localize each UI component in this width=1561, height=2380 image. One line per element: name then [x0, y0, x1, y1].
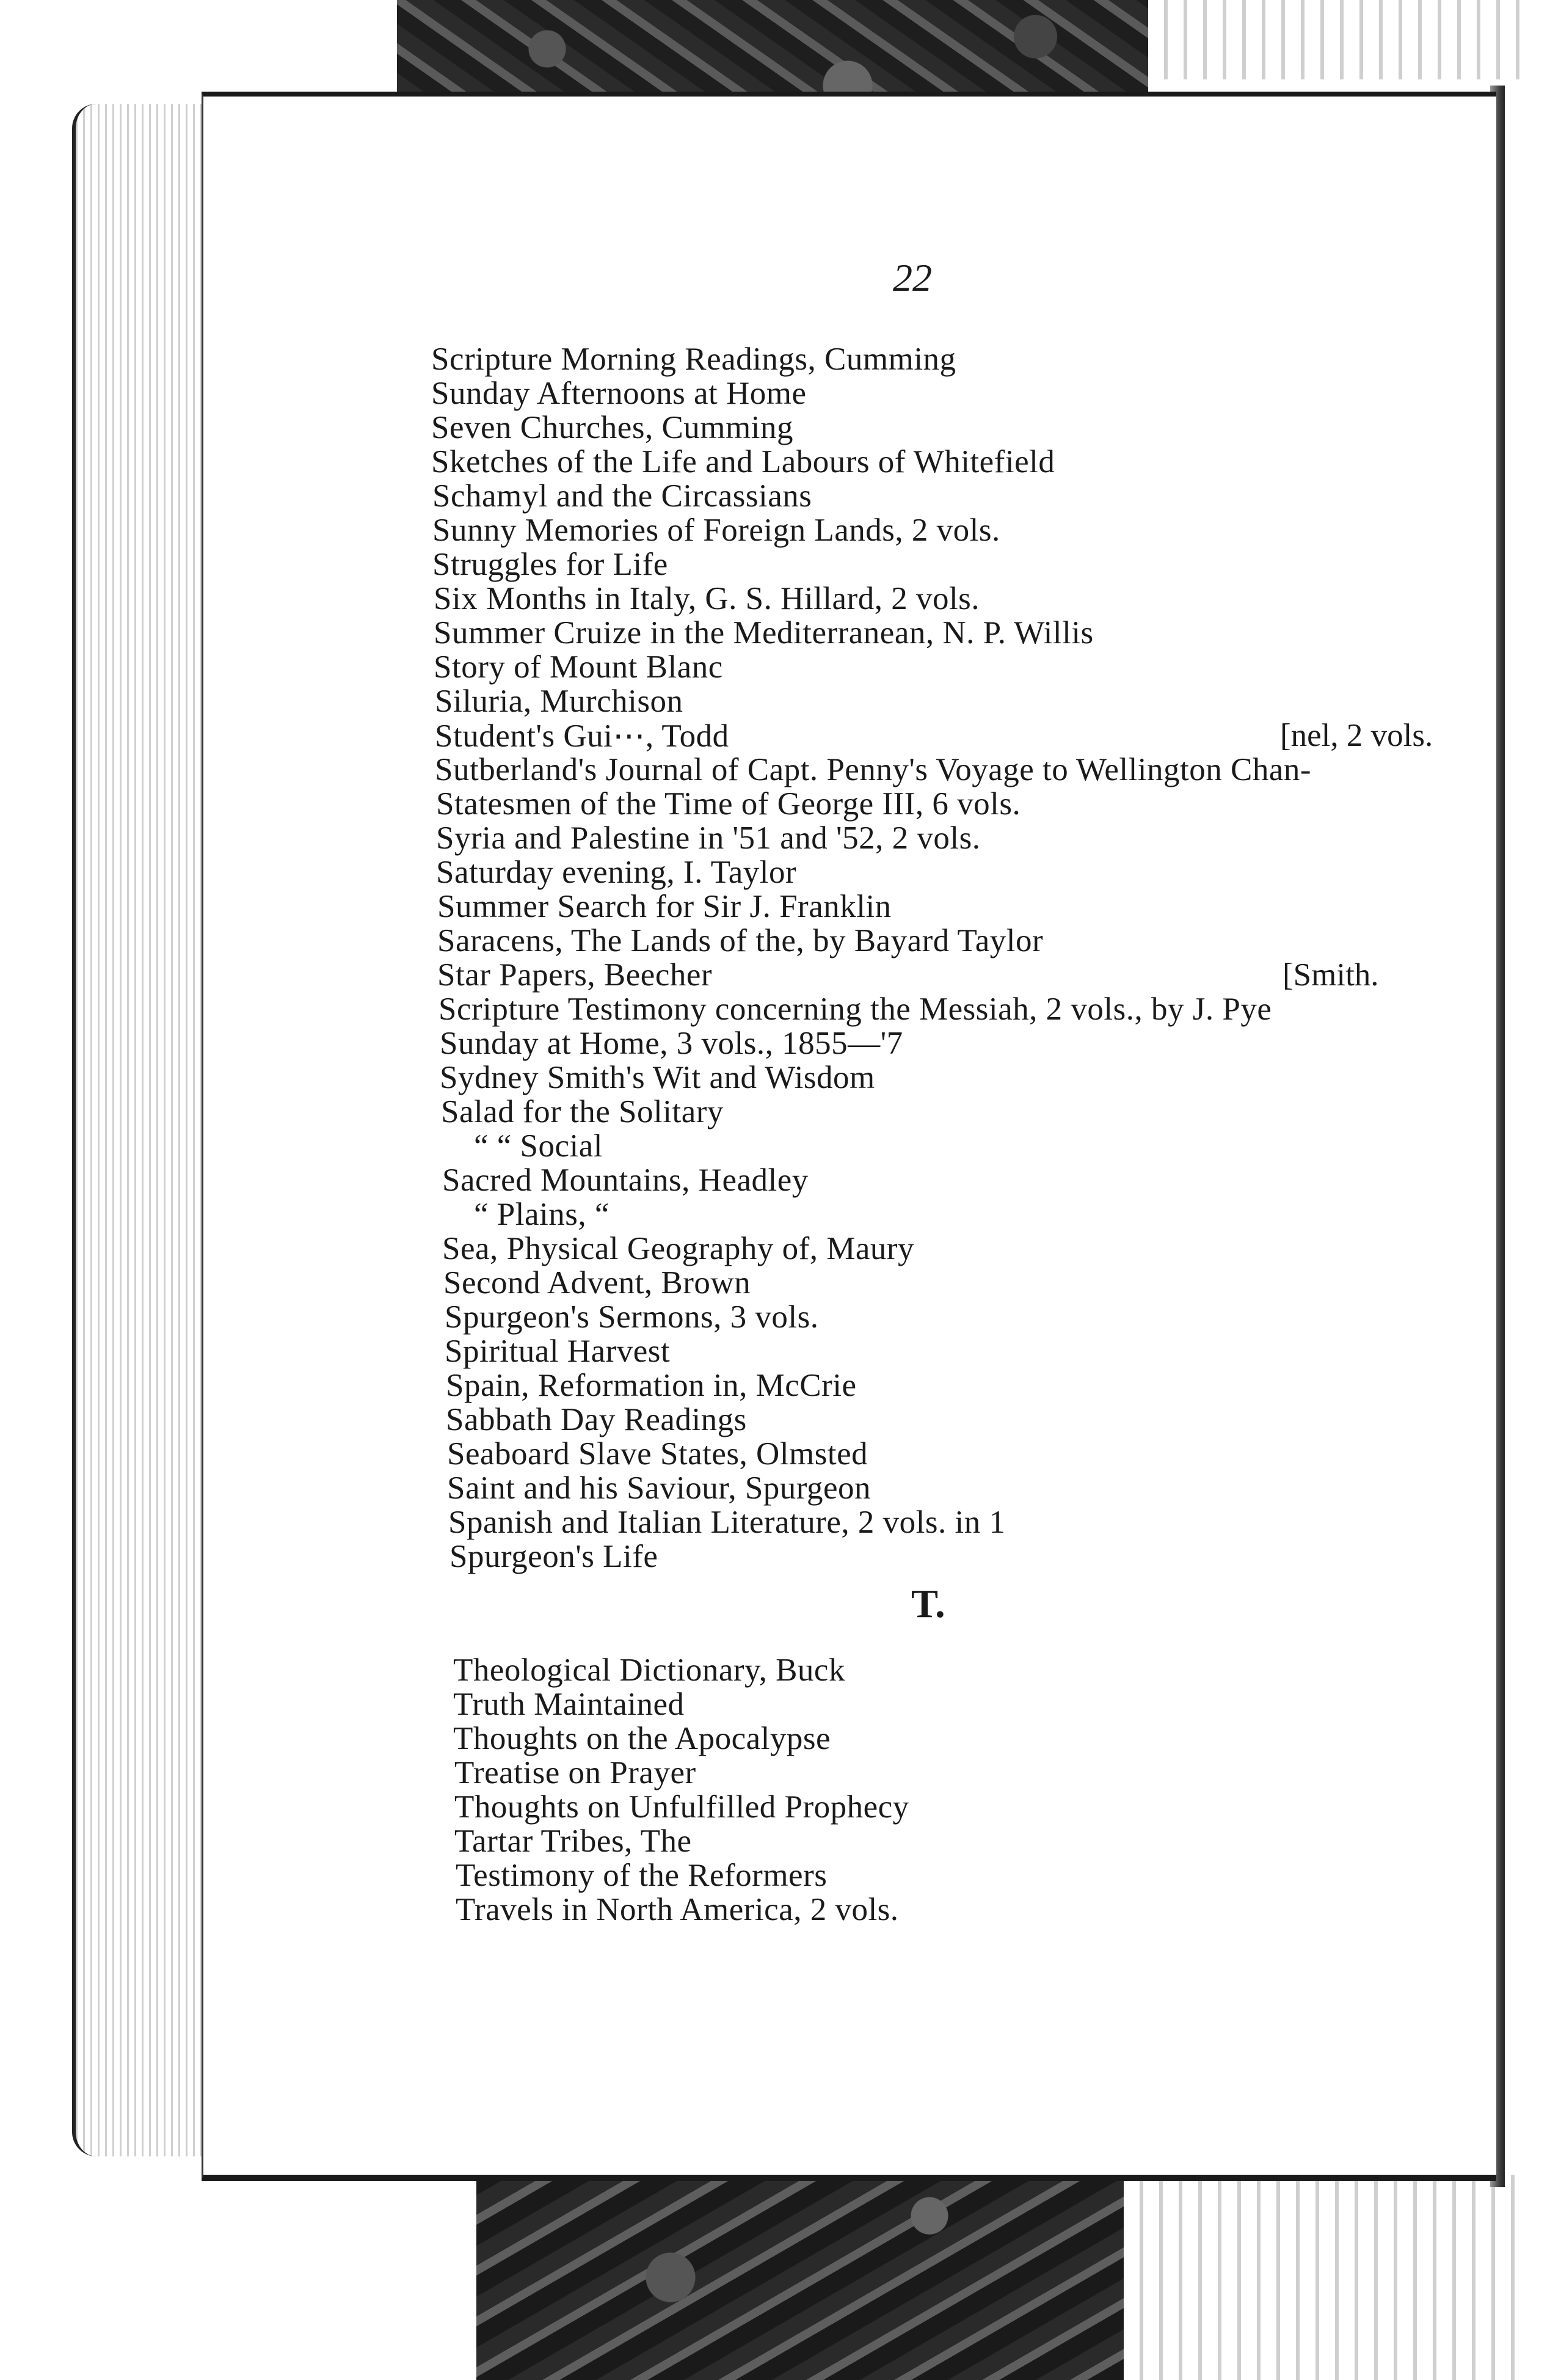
list-item: Sketches of the Life and Labours of Whitefield — [431, 444, 1055, 480]
list-item: Spurgeon's Life — [449, 1539, 658, 1574]
list-item: Seven Churches, Cumming — [431, 410, 793, 445]
list-item: Summer Cruize in the Mediterranean, N. P. Willis — [434, 615, 1094, 651]
list-item: Truth Maintained — [453, 1687, 685, 1722]
list-item: Second Advent, Brown — [443, 1265, 751, 1301]
list-item: Spiritual Harvest — [445, 1334, 671, 1369]
list-item: Statesmen of the Time of George III, 6 vols. — [436, 786, 1021, 822]
list-item: Salad for the Solitary — [441, 1094, 724, 1130]
list-item: Sunday Afternoons at Home — [431, 376, 807, 411]
list-item: Spanish and Italian Literature, 2 vols. in 1 — [448, 1505, 1006, 1540]
list-item: Thoughts on the Apocalypse — [453, 1721, 831, 1756]
list-item: Sydney Smith's Wit and Wisdom — [440, 1060, 875, 1095]
list-item: Saint and his Saviour, Spurgeon — [447, 1470, 871, 1506]
list-item: Spain, Reformation in, McCrie — [446, 1368, 857, 1403]
page-leaves-edge — [72, 104, 222, 2156]
list-item: Student's Gui⋯, Todd — [435, 718, 729, 754]
list-item: Siluria, Murchison — [435, 684, 683, 719]
book-page — [202, 92, 1496, 2181]
list-item: Sacred Mountains, Headley — [442, 1163, 809, 1198]
continuation-smith: [Smith. — [1283, 957, 1379, 993]
list-item: Spurgeon's Sermons, 3 vols. — [445, 1299, 819, 1335]
list-item: Tartar Tribes, The — [454, 1823, 692, 1859]
list-item: Travels in North America, 2 vols. — [456, 1892, 899, 1927]
list-item: Theological Dictionary, Buck — [453, 1652, 845, 1688]
list-item: Six Months in Italy, G. S. Hillard, 2 vols. — [434, 581, 980, 616]
list-item: Sutberland's Journal of Capt. Penny's Voyage to Wellington Chan- — [435, 752, 1312, 787]
list-item: Schamyl and the Circassians — [432, 478, 812, 514]
list-item: Scripture Morning Readings, Cumming — [431, 341, 956, 377]
list-item: Syria and Palestine in '51 and '52, 2 vols. — [436, 820, 981, 856]
list-item: Star Papers, Beecher — [437, 957, 713, 993]
list-item: Story of Mount Blanc — [434, 649, 723, 685]
marbled-cover-bottom — [476, 2175, 1124, 2380]
list-item: “ Plains, “ — [474, 1197, 609, 1232]
list-item: “ “ Social — [474, 1128, 603, 1164]
list-item: Saturday evening, I. Taylor — [436, 855, 797, 890]
background-stripes-top — [1148, 0, 1527, 79]
list-item: Struggles for Life — [432, 547, 668, 582]
list-item: Treatise on Prayer — [454, 1755, 696, 1790]
list-item: Sunny Memories of Foreign Lands, 2 vols. — [432, 513, 1000, 548]
list-item: Summer Search for Sir J. Franklin — [437, 889, 892, 924]
list-item: Saracens, The Lands of the, by Bayard Taylor — [437, 923, 1044, 958]
list-item: Scripture Testimony concerning the Messiah, 2 vols., by J. Pye — [438, 991, 1272, 1027]
list-item: Sunday at Home, 3 vols., 1855—'7 — [440, 1026, 903, 1061]
list-item: Testimony of the Reformers — [456, 1858, 828, 1893]
section-heading-t: T. — [911, 1582, 945, 1626]
list-item: Seaboard Slave States, Olmsted — [447, 1436, 868, 1472]
list-item: Thoughts on Unfulfilled Prophecy — [454, 1789, 909, 1825]
list-item: Sea, Physical Geography of, Maury — [442, 1231, 915, 1266]
list-item: Sabbath Day Readings — [446, 1402, 747, 1437]
background-stripes-bottom — [1124, 2175, 1515, 2380]
continuation-nel-vols: [nel, 2 vols. — [1280, 718, 1433, 753]
page-number: 22 — [893, 256, 932, 299]
